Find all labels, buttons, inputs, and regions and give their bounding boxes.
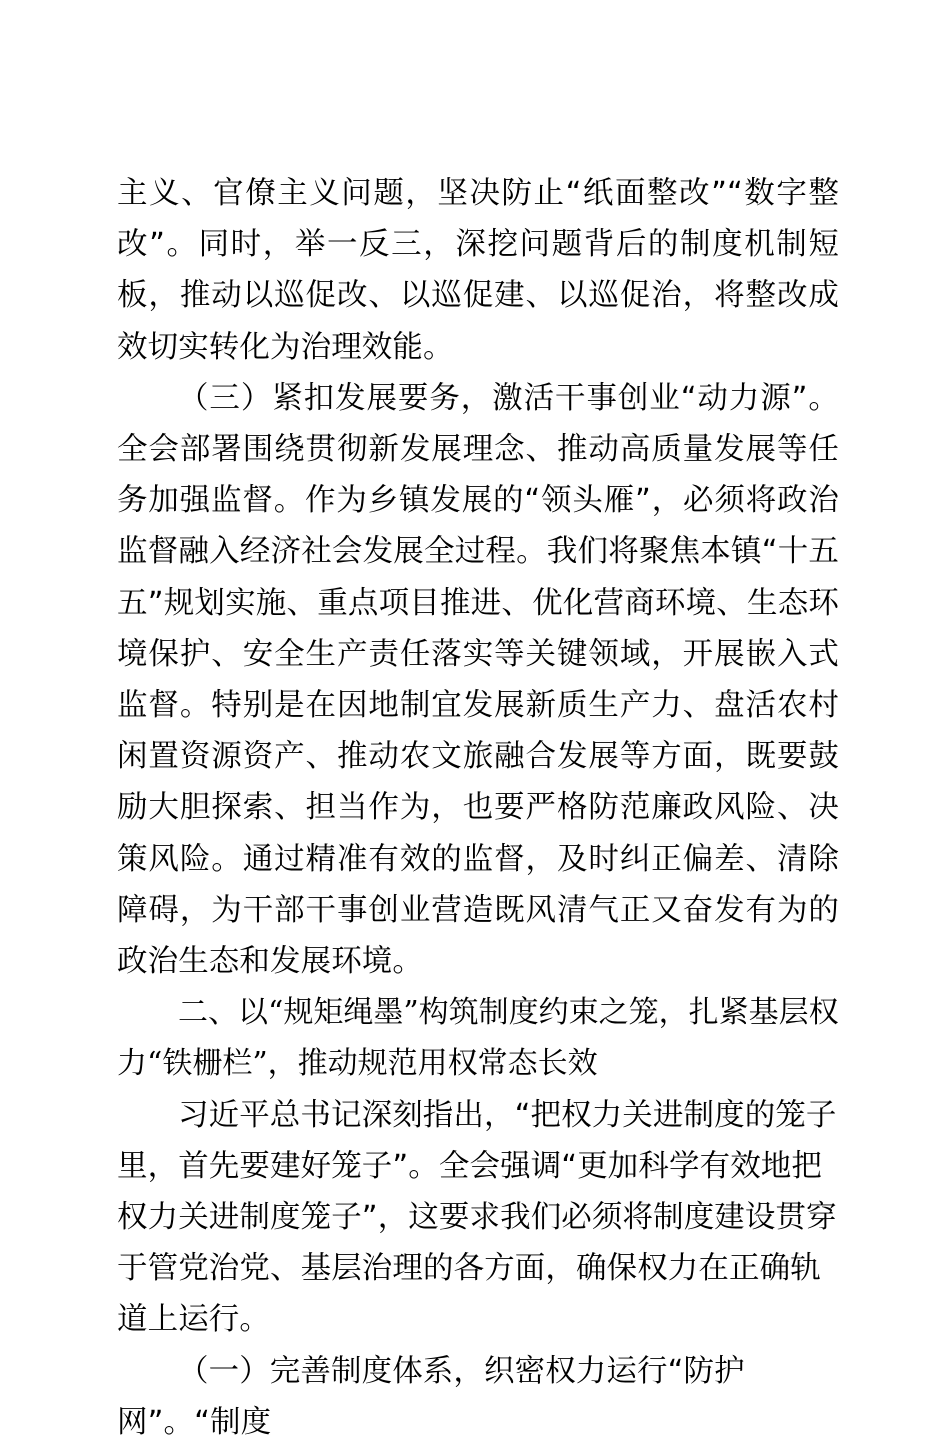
- paragraph-continuation: 主义、官僚主义问题，坚决防止“纸面整改”“数字整改”。同时，举一反三，深挖问题背后的制度机制短板，推动以巡促改、以巡促建、以巡促治，将整改成效切实转化为治理效能。: [117, 176, 839, 365]
- document-text-body: [117, 168, 839, 1448]
- section-heading-2: 二、以“规矩绳墨”构筑制度约束之笼，扎紧基层权力“铁栅栏”，推动规范用权常态长效: [117, 995, 839, 1082]
- paragraph-section-2-item-1: （一）完善制度体系，织密权力运行“防护网”。“制度: [117, 1353, 745, 1440]
- paragraph-section-2-intro: 习近平总书记深刻指出，“把权力关进制度的笼子里，首先要建好笼子”。全会强调“更加科学有效地把权力关进制度笼子”，这要求我们必须将制度建设贯穿于管党治党、基层治理的各方面，确保权力在正确轨道上运行。: [117, 1097, 837, 1338]
- paragraph-section-1-item-3: （三）紧扣发展要务，激活干事创业“动力源”。全会部署围绕贯彻新发展理念、推动高质量发展等任务加强监督。作为乡镇发展的“领头雁”，必须将政治监督融入经济社会发展全过程。我们将聚焦本镇“十五五”规划实施、重点项目推进、优化营商环境、生态环境保护、安全生产责任落实等关键领域，开展嵌入式监督。特别是在因地制宜发展新质生产力、盘活农村闲置资源资产、推动农文旅融合发展等方面，既要鼓励大胆探索、担当作为，也要严格防范廉政风险、决策风险。通过精准有效的监督，及时纠正偏差、清除障碍，为干部干事创业营造既风清气正又奋发有为的政治生态和发展环境。: [117, 380, 839, 980]
